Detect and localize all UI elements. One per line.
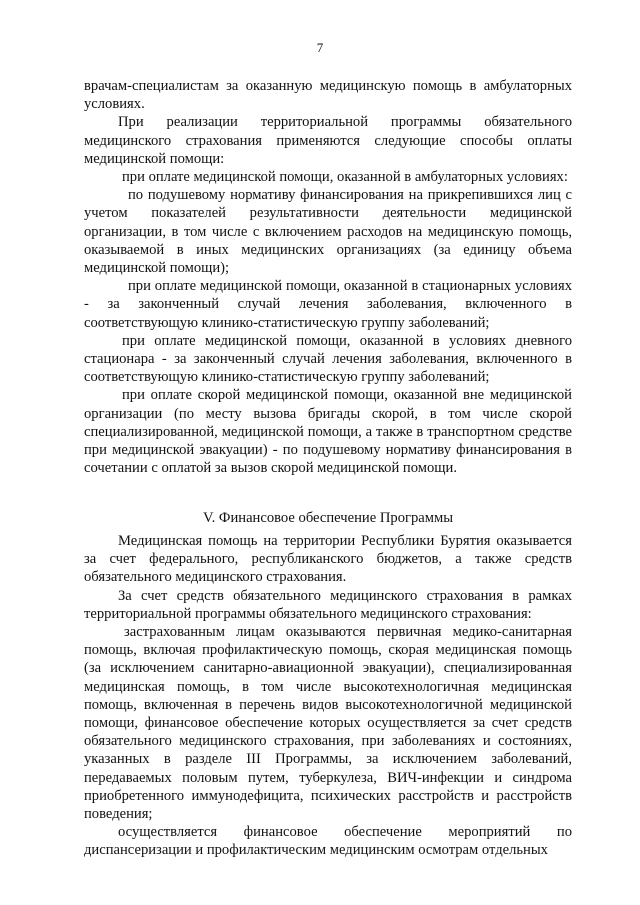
financing-section (84, 532, 572, 860)
paragraph: осуществляется финансовое обеспечение мероприятий по диспансеризации и профилактическим медицинским осмотрам отдельных (84, 824, 572, 859)
paragraph: при оплате скорой медицинской помощи, оказанной вне медицинской организации (по месту вызова бригады скорой, в том числе скорой специализированной, медицинской помощи, а также в транспортном средстве при медицинской эвакуации) - по подушевому нормативу финансирования в сочетании с оплатой за вызов скорой медицинской помощи. (84, 387, 572, 477)
payment-methods-section (84, 77, 572, 477)
paragraph: по подушевому нормативу финансирования на прикрепившихся лиц с учетом показателей результативности деятельности медицинской организации, в том числе с включением расходов на медицинскую помощь, оказываемой в иных медицинских организациях (за единицу объема медицинской помощи); (84, 187, 572, 277)
paragraph: при оплате медицинской помощи, оказанной в условиях дневного стационара - за законченный случай лечения заболевания, включенного в соответствующую клинико-статистическую группу заболеваний; (84, 332, 572, 386)
paragraph: Медицинская помощь на территории Республики Бурятия оказывается за счет федерального, республиканского бюджетов, а также средств обязательного медицинского страхования. (84, 533, 572, 586)
paragraph: При реализации территориальной программы обязательного медицинского страхования применяются следующие способы оплаты медицинской помощи: (84, 114, 572, 167)
paragraph: врачам-специалистам за оказанную медицинскую помощь в амбулаторных условиях. (84, 78, 572, 113)
paragraph: За счет средств обязательного медицинского страхования в рамках территориальной программы обязательного медицинского страхования: (84, 587, 572, 622)
paragraph: при оплате медицинской помощи, оказанной в амбулаторных условиях: (122, 169, 568, 186)
paragraph: застрахованным лицам оказываются первичная медико-санитарная помощь, включая профилактическую помощь, скорая медицинская помощь (за исключением санитарно-авиационной эвакуации), специализированная медицинская помощь, в том числе высокотехнологичная медицинская помощь, включенная в перечень видов высокотехнологичной медицинской помощи, финансовое обеспечение которых осуществляется за счет средств обязательного медицинского страхования, при заболеваниях и состояниях, указанных в разделе III Программы, за исключением заболеваний, передаваемых половым путем, туберкулеза, ВИЧ-инфекции и синдрома приобретенного иммунодефицита, психических расстройств и расстройств поведения; (84, 624, 572, 823)
paragraph: при оплате медицинской помощи, оказанной в стационарных условиях - за законченный случай лечения заболевания, включенного в соответствующую клинико-статистическую группу заболеваний; (84, 278, 572, 331)
section-heading: V. Финансовое обеспечение Программы (202, 510, 454, 526)
page-number: 7 (316, 40, 324, 55)
